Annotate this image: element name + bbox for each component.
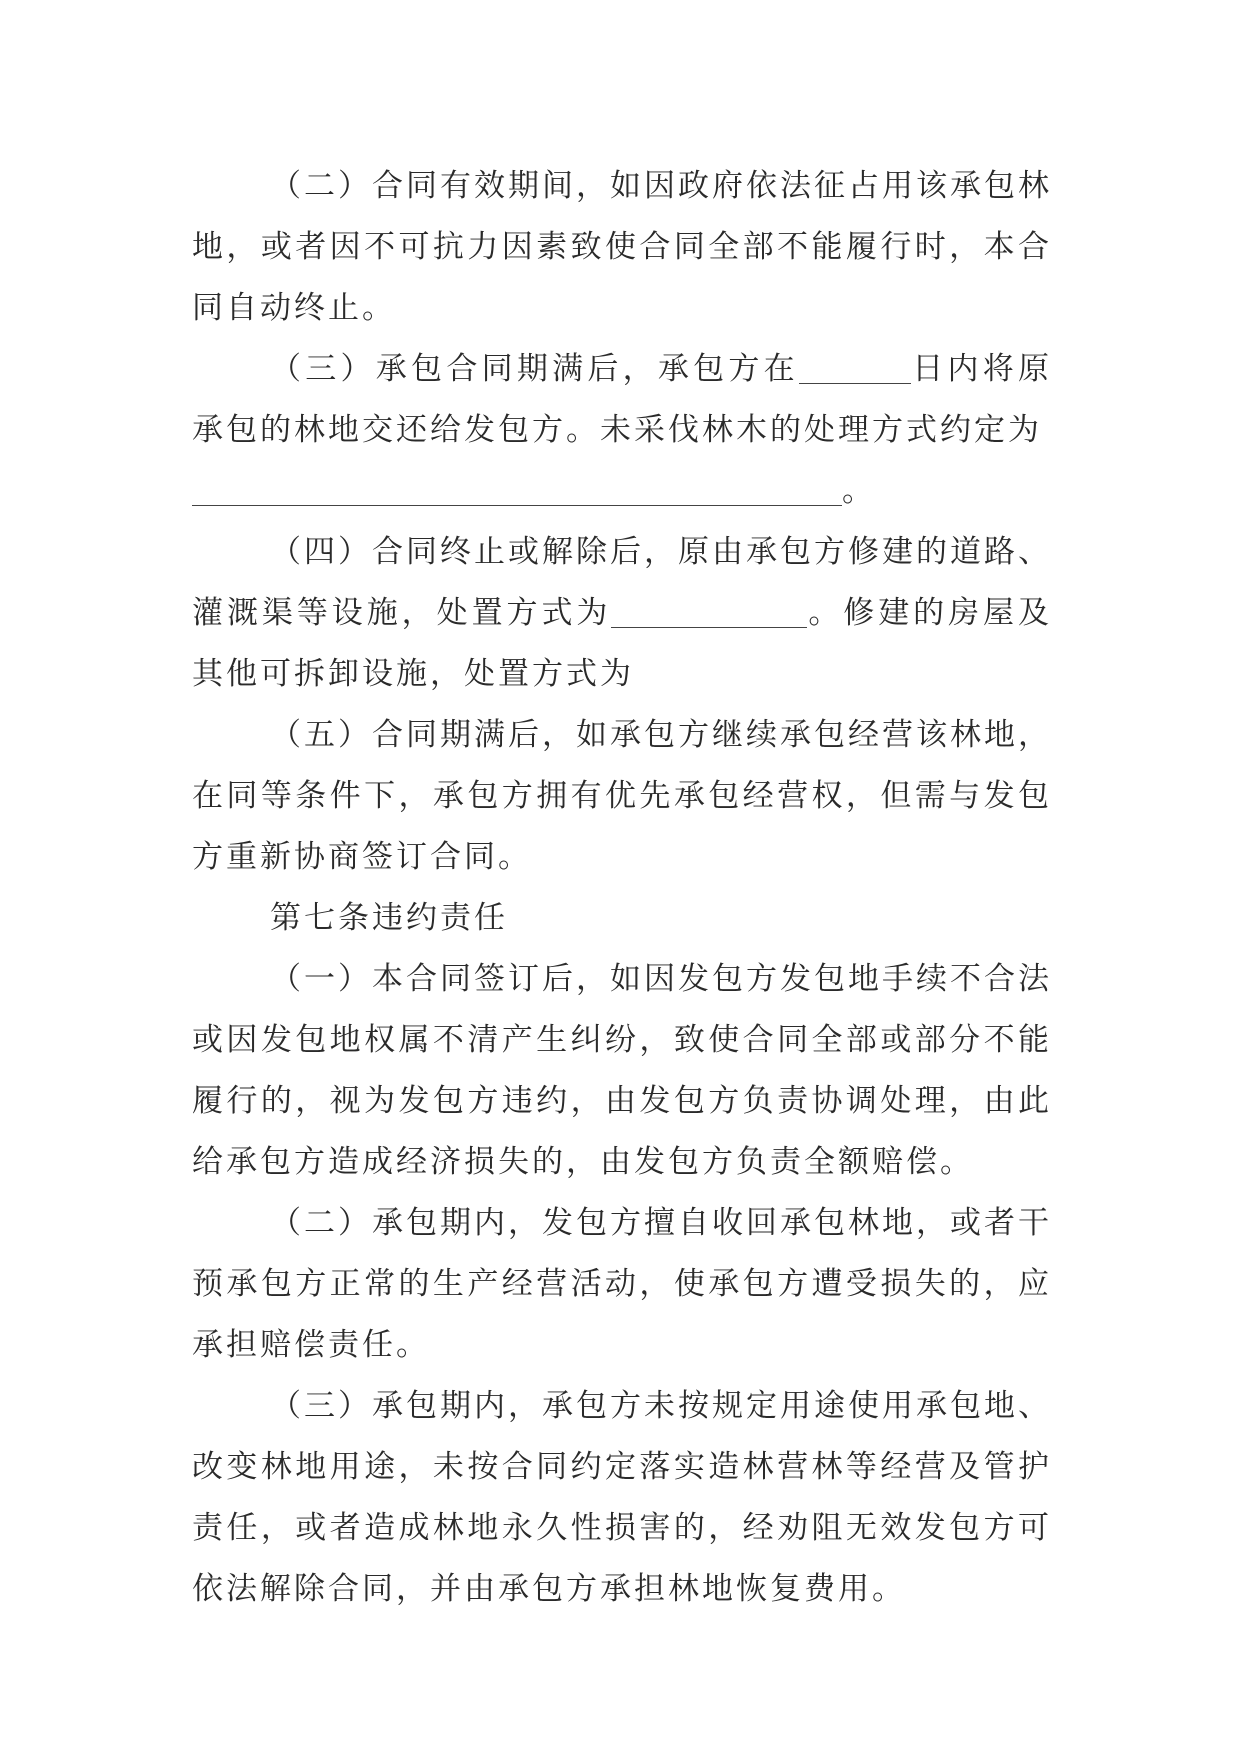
paragraph-text: （二）合同有效期间，如因政府依法征占用该承包林地，或者因不可抗力因素致使合同全部不能履行时，本合同自动终止。 [192,168,1052,326]
clause-6-item-4 [192,522,1052,705]
clause-6-item-3 [192,339,1052,522]
fill-in-blank-timber-handling [192,504,842,506]
clause-7-item-2 [192,1193,1052,1376]
section-heading-article-7 [192,888,1052,949]
heading-text: 第七条违约责任 [270,900,508,936]
fill-in-blank-days [799,382,911,384]
paragraph-text: （四）合同终止或解除后，原由承包方修建的道路、灌溉渠等设施，处置方式为 [192,534,1052,631]
clause-6-item-2 [192,156,1052,339]
paragraph-text: （二）承包期内，发包方擅自收回承包林地，或者干预承包方正常的生产经营活动，使承包方遭受损失的，应承担赔偿责任。 [192,1205,1052,1363]
paragraph-text: （三）承包期内，承包方未按规定用途使用承包地、改变林地用途，未按合同约定落实造林营林等经营及管护责任，或者造成林地永久性损害的，经劝阻无效发包方可依法解除合同，并由承包方承担林地恢复费用。 [192,1388,1052,1607]
fill-in-blank-facilities [611,626,807,628]
paragraph-text: 日内将原承包的林地交还给发包方。未采伐林木的处理方式约定为 [192,351,1053,448]
paragraph-text: （五）合同期满后，如承包方继续承包经营该林地，在同等条件下，承包方拥有优先承包经营权，但需与发包方重新协商签订合同。 [192,717,1052,875]
paragraph-text: 。 [842,473,876,509]
clause-7-item-1 [192,949,1052,1193]
paragraph-text: （三）承包合同期满后，承包方在 [270,351,799,387]
paragraph-text: （一）本合同签订后，如因发包方发包地手续不合法或因发包地权属不清产生纠纷，致使合同全部或部分不能履行的，视为发包方违约，由发包方负责协调处理，由此给承包方造成经济损失的，由发包方负责全额赔偿。 [192,961,1052,1180]
fill-in-line [192,461,1052,522]
document-page [192,156,1052,1620]
clause-6-item-5 [192,705,1052,888]
paragraph-text: 。修建的房屋及其他可拆卸设施，处置方式为 [192,595,1053,692]
clause-7-item-3 [192,1376,1052,1620]
